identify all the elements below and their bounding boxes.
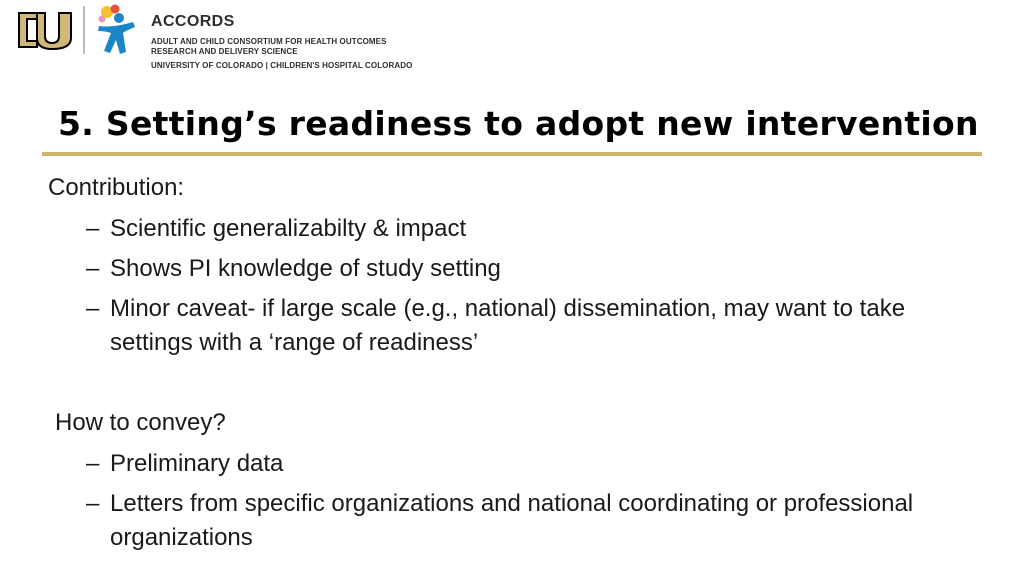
org-affiliation: UNIVERSITY OF COLORADO | CHILDREN'S HOSPITAL COLORADO	[151, 61, 413, 70]
contribution-list	[48, 212, 988, 360]
list-item-text: Shows PI knowledge of study setting	[110, 255, 501, 282]
org-block	[151, 13, 412, 71]
dash-marker: –	[86, 450, 100, 477]
dash-marker: –	[86, 215, 100, 242]
accords-logo	[93, 4, 139, 56]
section-heading-how-to-convey: How to convey?	[55, 409, 226, 436]
list-item	[48, 292, 988, 360]
org-subtitle-line-1: ADULT AND CHILD CONSORTIUM FOR HEALTH OUTCOMES	[151, 37, 387, 46]
list-item-text: Minor caveat- if large scale (e.g., national) dissemination, may want to take settings with a ‘range of readiness’	[110, 295, 906, 356]
title-underline	[42, 152, 982, 156]
logo-divider	[83, 6, 85, 54]
section-spacer	[48, 366, 988, 406]
cu-logo	[16, 6, 74, 54]
org-name: ACCORDS	[151, 13, 235, 30]
list-item	[48, 447, 988, 481]
list-item-text: Letters from specific organizations and national coordinating or professional organizations	[110, 490, 914, 551]
list-item	[48, 252, 988, 286]
list-item	[48, 487, 988, 555]
slide-body	[48, 171, 988, 561]
dash-marker: –	[86, 255, 100, 282]
dash-marker: –	[86, 295, 100, 322]
section-heading-contribution: Contribution:	[48, 174, 185, 201]
list-item-text: Scientific generalizabilty & impact	[110, 215, 467, 242]
slide-title: 5. Setting’s readiness to adopt new intervention	[58, 104, 979, 143]
org-subtitle-line-2: RESEARCH AND DELIVERY SCIENCE	[151, 46, 298, 56]
slide-header	[0, 0, 1024, 80]
list-item	[48, 212, 988, 246]
list-item-text: Preliminary data	[110, 450, 284, 477]
convey-list	[48, 447, 988, 555]
dash-marker: –	[86, 490, 100, 517]
